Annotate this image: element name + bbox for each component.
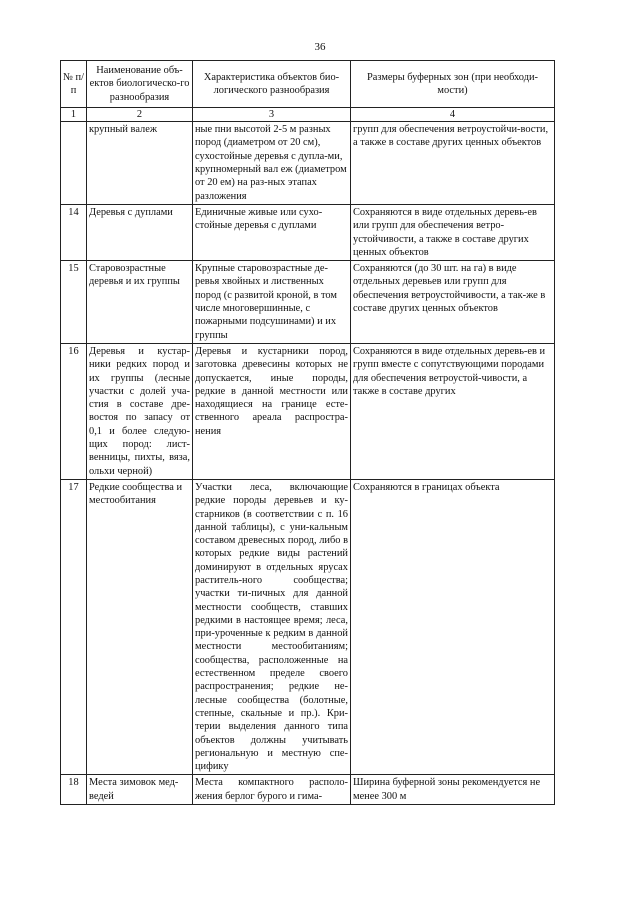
row-name: Старовозрастные деревья и их группы — [87, 261, 193, 344]
row-buffer: Ширина буферной зоны рекомендуется не менее 300 м — [351, 775, 555, 805]
table-row — [61, 204, 555, 260]
row-characteristics: ные пни высотой 2-5 м разных пород (диаметром от 20 см), сухостойные деревья с дупла-ми, крупномерный вал еж (диаметром от 20 ем) на раз-ных этапах разложения — [193, 122, 351, 205]
row-buffer: групп для обеспечения ветроустойчи-вости, а также в составе других ценных объектов — [351, 122, 555, 205]
row-buffer: Сохраняются (до 30 шт. на га) в виде отдельных деревьев или групп для обеспечения ветроустойчивости, а так-же в составе других ценных объектов — [351, 261, 555, 344]
header-num: № п/п — [61, 61, 87, 108]
row-characteristics: Деревья и кустарники пород, заготовка древесины которых не допускается, иные породы, редкие в данной местности или находящиеся на границе есте-ственного ареала распростра-нения — [193, 343, 351, 479]
row-num — [61, 122, 87, 205]
row-num: 15 — [61, 261, 87, 344]
table-row — [61, 343, 555, 479]
row-name: Деревья и кустар-ники редких пород и их группы (лесные участки с долей уча-стия в составе дре-востоя по запасу от 0,1 и более следую-щих пород: лист-венницы, пихты, вяза, ольхи черной) — [87, 343, 193, 479]
column-number: 2 — [87, 107, 193, 121]
row-name: крупный валеж — [87, 122, 193, 205]
page-number: 36 — [314, 41, 326, 53]
row-characteristics: Участки леса, включающие редкие породы деревьев и ку-старников (в соответствии с п. 16 данной таблицы), с уни-кальным составом древесных пород, либо в которых редкие виды растений доминируют в отдельных ярусах раститель-ного сообщества; участки ти-пичных для данной местности сообществ, ставших редкими в настоящее время; леса, при-уроченные к редким в данной местности местообитаниям; сообщества, расположенные на естественном пределе своего распространения; редкие не-лесные сообщества (болотные, степные, скальные и пр.). Кри-терии выделения данного типа объектов должны учитывать региональную и местную спе-цифику — [193, 479, 351, 775]
table-row — [61, 479, 555, 775]
row-buffer: Сохраняются в границах объекта — [351, 479, 555, 775]
header-row — [61, 61, 555, 108]
row-name: Деревья с дуплами — [87, 204, 193, 260]
row-num: 16 — [61, 343, 87, 479]
row-name: Редкие сообщества и местообитания — [87, 479, 193, 775]
header-name: Наименование объ-ектов биологическо-го разнообразия — [87, 61, 193, 108]
table-row — [61, 261, 555, 344]
column-number: 1 — [61, 107, 87, 121]
column-number: 4 — [351, 107, 555, 121]
header-buffer: Размеры буферных зон (при необходи-мости) — [351, 61, 555, 108]
header-characteristics: Характеристика объектов био-логического разнообразия — [193, 61, 351, 108]
row-num: 14 — [61, 204, 87, 260]
table-row — [61, 122, 555, 205]
row-buffer: Сохраняются в виде отдельных деревь-ев и групп вместе с сопутствующими породами для обеспечения ветроустой-чивости, а также в составе других — [351, 343, 555, 479]
row-characteristics: Места компактного располо-жения берлог бурого и гима- — [193, 775, 351, 805]
row-characteristics: Крупные старовозрастные де-ревья хвойных и лиственных пород (с развитой кроной, в том числе многовершинные, с пожарными подсушинами) и их группы — [193, 261, 351, 344]
row-characteristics: Единичные живые или сухо-стойные деревья с дуплами — [193, 204, 351, 260]
column-numbers-row — [61, 107, 555, 121]
row-num: 18 — [61, 775, 87, 805]
row-buffer: Сохраняются в виде отдельных деревь-ев или групп для обеспечения ветро-устойчивости, а также в составе других ценных объектов — [351, 204, 555, 260]
row-name: Места зимовок мед-ведей — [87, 775, 193, 805]
biodiversity-table — [60, 60, 555, 805]
row-num: 17 — [61, 479, 87, 775]
table-row — [61, 775, 555, 805]
column-number: 3 — [193, 107, 351, 121]
